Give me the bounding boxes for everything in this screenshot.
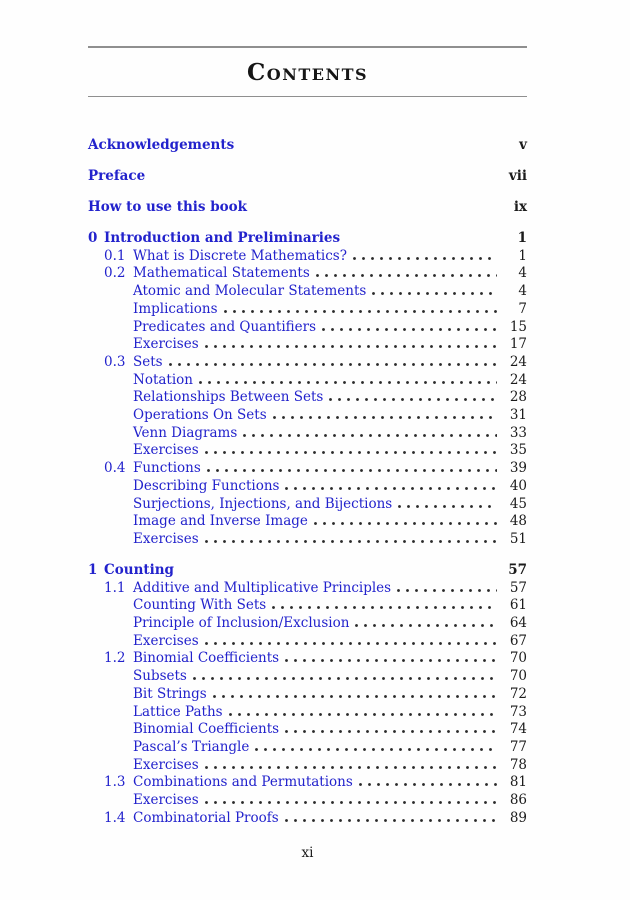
toc-entry-page[interactable]: 57 [509, 579, 527, 596]
toc-entry-number[interactable]: 0.1 [104, 247, 126, 264]
toc-entry-title[interactable]: Sets [133, 353, 163, 370]
toc-entry-page[interactable]: 7 [518, 300, 527, 317]
dot-leader [355, 624, 497, 627]
toc-entry-page[interactable]: 40 [509, 477, 527, 494]
toc-entry-title[interactable]: Mathematical Statements [133, 265, 310, 282]
dot-leader [229, 713, 497, 716]
toc-subsection-row[interactable] [88, 283, 527, 301]
toc-subsection-row[interactable] [88, 478, 527, 496]
toc-subsection-row[interactable] [88, 301, 527, 319]
toc-section-row[interactable] [88, 650, 527, 668]
toc-subsection-row[interactable] [88, 425, 527, 443]
toc-entry-title[interactable]: Introduction and Preliminaries [104, 230, 341, 246]
dot-leader [205, 766, 497, 769]
toc-entry-title[interactable]: Combinations and Permutations [133, 774, 353, 791]
toc-entry-title[interactable]: Exercises [133, 632, 199, 649]
toc-section-row[interactable] [88, 248, 527, 266]
toc-entry-number[interactable]: 1.2 [104, 650, 126, 667]
toc-entry-title[interactable]: Notation [133, 371, 193, 388]
toc-entry-title[interactable]: Bit Strings [133, 685, 207, 702]
toc-entry-page[interactable]: 1 [517, 230, 527, 246]
dot-leader [224, 310, 497, 313]
toc-entry-page[interactable]: 70 [509, 650, 527, 667]
toc-front-matter-row[interactable] [88, 199, 527, 217]
dot-leader [273, 416, 497, 419]
toc-entry-title[interactable]: Lattice Paths [133, 703, 223, 720]
toc-entry-title[interactable]: Preface [88, 168, 146, 184]
toc-entry-title[interactable]: Exercises [133, 336, 199, 353]
toc-entry-page[interactable]: 70 [509, 668, 527, 685]
dot-leader [353, 257, 497, 260]
toc-entry-page[interactable]: 89 [509, 809, 527, 826]
toc-chapter-row[interactable] [88, 230, 527, 248]
toc-entry-title[interactable]: Relationships Between Sets [133, 389, 324, 406]
toc-subsection-row[interactable] [88, 633, 527, 651]
dot-leader [272, 606, 497, 609]
dot-leader [285, 487, 497, 490]
toc-entry-title[interactable]: Surjections, Injections, and Bijections [133, 495, 393, 512]
toc-subsection-row[interactable] [88, 615, 527, 633]
toc-section-row[interactable] [88, 580, 527, 598]
toc-subsection-row[interactable] [88, 531, 527, 549]
dot-leader [255, 748, 497, 751]
toc-entry-title[interactable]: Operations On Sets [133, 407, 267, 424]
toc-subsection-row[interactable] [88, 686, 527, 704]
header-rule-bottom [88, 96, 527, 98]
toc-subsection-row[interactable] [88, 407, 527, 425]
toc-entry-page[interactable]: 61 [509, 597, 527, 614]
dot-leader [398, 505, 497, 508]
dot-leader [285, 819, 497, 822]
toc-subsection-row[interactable] [88, 319, 527, 337]
toc-entry-title[interactable]: Exercises [133, 756, 199, 773]
toc-entry-page[interactable]: 57 [508, 561, 527, 578]
toc-chapter-row[interactable] [88, 562, 527, 580]
toc-entry-title[interactable]: Describing Functions [133, 477, 280, 494]
toc-entry-page[interactable]: 4 [518, 283, 527, 300]
toc-entry-number[interactable]: 0 [88, 230, 98, 246]
toc-subsection-row[interactable] [88, 704, 527, 722]
toc-entry-page[interactable]: 64 [509, 615, 527, 632]
toc-subsection-row[interactable] [88, 721, 527, 739]
dot-leader [199, 381, 497, 384]
toc-subsection-row[interactable] [88, 496, 527, 514]
toc-entry-page[interactable]: 15 [509, 318, 527, 335]
page-number-footer: xi [301, 845, 314, 861]
toc-front-matter-row[interactable] [88, 137, 527, 155]
toc-section-row[interactable] [88, 265, 527, 283]
toc-section-row[interactable] [88, 810, 527, 828]
toc-entry-number[interactable]: 0.4 [104, 460, 126, 477]
toc-section-row[interactable] [88, 460, 527, 478]
dot-leader [285, 730, 497, 733]
toc-subsection-row[interactable] [88, 336, 527, 354]
toc-entry-page[interactable]: 67 [509, 632, 527, 649]
toc-entry-page[interactable]: 39 [509, 460, 527, 477]
dot-leader [207, 469, 497, 472]
dot-leader [240, 146, 497, 149]
toc-entry-title[interactable]: Acknowledgements [88, 137, 235, 153]
toc-section-row[interactable] [88, 354, 527, 372]
dot-leader [169, 363, 497, 366]
toc-entry-page[interactable]: 1 [518, 247, 527, 264]
toc-entry-number[interactable]: 1.1 [104, 579, 126, 596]
toc-entry-title[interactable]: Counting With Sets [133, 597, 267, 614]
dot-leader [205, 451, 497, 454]
dot-leader [205, 540, 497, 543]
page-content [88, 0, 527, 900]
dot-leader [151, 177, 497, 180]
toc-entry-title[interactable]: Counting [104, 561, 174, 578]
toc-entry-title[interactable]: Functions [133, 460, 201, 477]
dot-leader [243, 434, 497, 437]
dot-leader [316, 274, 497, 277]
toc-subsection-row[interactable] [88, 442, 527, 460]
toc-entry-page[interactable]: 72 [509, 685, 527, 702]
toc-entry-title[interactable]: Subsets [133, 668, 187, 685]
dot-leader [193, 677, 497, 680]
toc-entry-number[interactable]: 0.3 [104, 353, 126, 370]
toc-front-matter-row[interactable] [88, 168, 527, 186]
toc-subsection-row[interactable] [88, 389, 527, 407]
toc-entry-page[interactable]: 78 [509, 756, 527, 773]
toc-subsection-row[interactable] [88, 668, 527, 686]
toc-entry-title[interactable]: Binomial Coefficients [133, 721, 280, 738]
contents-title: Contents [246, 58, 369, 86]
toc-entry-page[interactable]: 24 [509, 371, 527, 388]
toc-subsection-row[interactable] [88, 792, 527, 810]
dot-leader [359, 783, 497, 786]
toc-entry-page[interactable]: 31 [509, 407, 527, 424]
dot-leader [314, 522, 497, 525]
toc-entry-number[interactable]: 1 [88, 561, 98, 578]
dot-leader [253, 208, 497, 211]
toc-entry-page[interactable]: 86 [509, 792, 527, 809]
toc-entry-title[interactable]: What is Discrete Mathematics? [133, 247, 347, 264]
toc-entry-title[interactable]: Combinatorial Proofs [133, 809, 279, 826]
toc-subsection-row[interactable] [88, 372, 527, 390]
toc-entry-title[interactable]: Exercises [133, 530, 199, 547]
toc [88, 137, 527, 828]
toc-subsection-row[interactable] [88, 739, 527, 757]
toc-entry-title[interactable]: Implications [133, 300, 218, 317]
toc-entry-page[interactable]: 45 [509, 495, 527, 512]
dot-leader [322, 328, 497, 331]
toc-subsection-row[interactable] [88, 597, 527, 615]
toc-entry-title[interactable]: How to use this book [88, 199, 248, 215]
toc-entry-page[interactable]: 81 [509, 774, 527, 791]
toc-entry-page[interactable]: 24 [509, 353, 527, 370]
dot-leader [329, 398, 497, 401]
toc-entry-title[interactable]: Exercises [133, 792, 199, 809]
dot-leader [397, 589, 497, 592]
toc-entry-title[interactable]: Venn Diagrams [133, 424, 238, 441]
toc-entry-number[interactable]: 1.3 [104, 774, 126, 791]
dot-leader [346, 239, 497, 242]
toc-entry-title[interactable]: Additive and Multiplicative Principles [133, 579, 392, 596]
toc-entry-title[interactable]: Predicates and Quantifiers [133, 318, 317, 335]
dot-leader [205, 642, 497, 645]
toc-entry-title[interactable]: Principle of Inclusion/Exclusion [133, 615, 350, 632]
toc-entry-title[interactable]: Binomial Coefficients [133, 650, 280, 667]
toc-entry-page[interactable]: ix [513, 199, 527, 215]
toc-section-row[interactable] [88, 774, 527, 792]
toc-entry-page[interactable]: 77 [509, 738, 527, 755]
toc-entry-page[interactable]: 4 [518, 265, 527, 282]
toc-entry-title[interactable]: Exercises [133, 442, 199, 459]
toc-entry-number[interactable]: 0.2 [104, 265, 126, 282]
toc-subsection-row[interactable] [88, 513, 527, 531]
toc-entry-page[interactable]: 35 [509, 442, 527, 459]
toc-entry-page[interactable]: 48 [509, 513, 527, 530]
toc-entry-page[interactable]: 51 [509, 530, 527, 547]
dot-leader [180, 571, 497, 574]
toc-entry-page[interactable]: 33 [509, 424, 527, 441]
toc-subsection-row[interactable] [88, 757, 527, 775]
toc-entry-page[interactable]: 74 [509, 721, 527, 738]
toc-entry-number[interactable]: 1.4 [104, 809, 126, 826]
dot-leader [285, 659, 497, 662]
dot-leader [213, 695, 497, 698]
toc-entry-title[interactable]: Atomic and Molecular Statements [133, 283, 367, 300]
toc-entry-page[interactable]: vii [508, 168, 527, 184]
toc-entry-title[interactable]: Pascal’s Triangle [133, 738, 250, 755]
dot-leader [372, 292, 497, 295]
toc-entry-page[interactable]: 17 [509, 336, 527, 353]
dot-leader [205, 345, 497, 348]
toc-entry-page[interactable]: 73 [509, 703, 527, 720]
toc-entry-page[interactable]: 28 [509, 389, 527, 406]
toc-entry-title[interactable]: Image and Inverse Image [133, 513, 308, 530]
toc-entry-page[interactable]: v [519, 137, 527, 153]
dot-leader [205, 801, 497, 804]
